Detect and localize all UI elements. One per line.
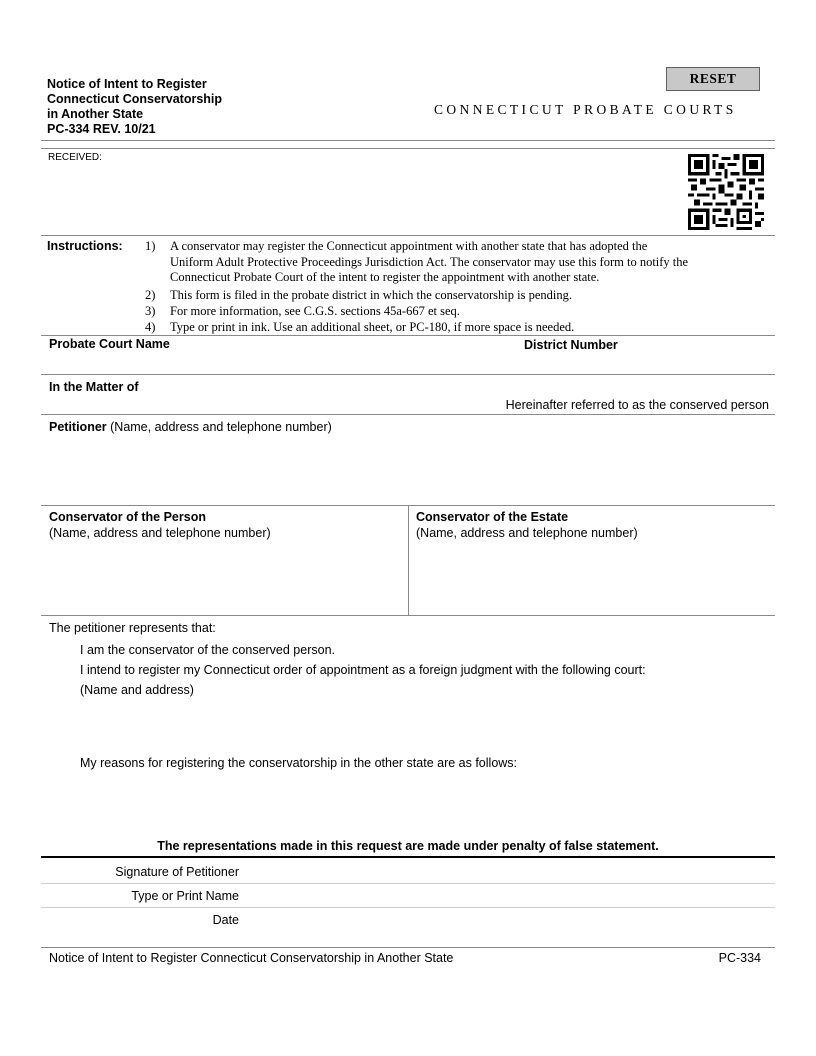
in-the-matter-of-label: In the Matter of	[49, 380, 139, 394]
instructions-label: Instructions:	[47, 239, 123, 253]
instruction-item	[170, 304, 770, 320]
footer-divider	[41, 947, 775, 948]
instruction-line: Type or print in ink. Use an additional sheet, or PC-180, if more space is needed.	[170, 320, 575, 334]
date-label: Date	[212, 913, 239, 927]
qr-code-icon	[688, 154, 764, 230]
form-title-line: Connecticut Conservatorship	[47, 92, 223, 106]
divider	[41, 856, 775, 858]
received-label: RECEIVED:	[48, 152, 102, 163]
representation-line: (Name and address)	[80, 683, 194, 697]
probate-court-name-label: Probate Court Name	[49, 337, 170, 351]
instruction-number: 4)	[145, 320, 156, 334]
reset-button[interactable]: RESET	[666, 67, 760, 91]
instruction-line: A conservator may register the Connecticut appointment with another state that has adopted the	[170, 239, 648, 253]
court-name: CONNECTICUT PROBATE COURTS	[434, 102, 737, 117]
district-number-label: District Number	[524, 338, 618, 352]
divider	[41, 374, 775, 375]
conservator-estate-note: (Name, address and telephone number)	[416, 526, 638, 540]
divider	[41, 140, 775, 141]
divider	[41, 414, 775, 415]
form-title	[47, 77, 277, 137]
conservator-estate-label: Conservator of the Estate	[416, 510, 569, 524]
instruction-line: Connecticut Probate Court of the intent to register the appointment with another state.	[170, 270, 600, 284]
reasons-label: My reasons for registering the conservatorship in the other state are as follows:	[80, 756, 518, 770]
conservator-person-label: Conservator of the Person	[49, 510, 206, 524]
form-number: PC-334 REV. 10/21	[47, 122, 156, 136]
instruction-number: 2)	[145, 288, 156, 302]
name-line	[41, 907, 775, 908]
instruction-item	[170, 320, 770, 336]
petitioner-label	[49, 420, 332, 434]
petitioner-label-text: Petitioner	[49, 420, 107, 434]
form-title-line: in Another State	[47, 107, 144, 121]
signature-line	[41, 883, 775, 884]
representation-line: I am the conservator of the conserved person.	[80, 643, 335, 657]
column-divider	[408, 505, 409, 615]
footer-code: PC-334	[718, 951, 761, 965]
footer-title: Notice of Intent to Register Connecticut Conservatorship in Another State	[49, 951, 454, 965]
instruction-line: This form is filed in the probate district in which the conservatorship is pending.	[170, 288, 573, 302]
conservator-person-note: (Name, address and telephone number)	[49, 526, 271, 540]
instruction-number: 3)	[145, 304, 156, 318]
print-name-label: Type or Print Name	[131, 889, 239, 903]
representation-line: I intend to register my Connecticut order of appointment as a foreign judgment with the following court:	[80, 663, 646, 677]
instruction-line: For more information, see C.G.S. sections 45a-667 et seq.	[170, 304, 460, 318]
penalty-statement: The representations made in this request are made under penalty of false statement.	[157, 839, 659, 853]
divider	[41, 335, 775, 336]
petitioner-note: (Name, address and telephone number)	[106, 420, 332, 434]
signature-label: Signature of Petitioner	[115, 865, 239, 879]
instruction-item	[170, 288, 770, 304]
divider	[41, 615, 775, 616]
representations-intro: The petitioner represents that:	[49, 621, 216, 635]
instruction-item	[170, 239, 770, 286]
instruction-line: Uniform Adult Protective Proceedings Jurisdiction Act. The conservator may use this form to notify the	[170, 254, 689, 269]
divider	[41, 148, 775, 149]
conserved-person-note: Hereinafter referred to as the conserved person	[505, 398, 769, 412]
instruction-number: 1)	[145, 239, 156, 253]
divider	[41, 235, 775, 236]
form-title-line: Notice of Intent to Register	[47, 77, 207, 91]
